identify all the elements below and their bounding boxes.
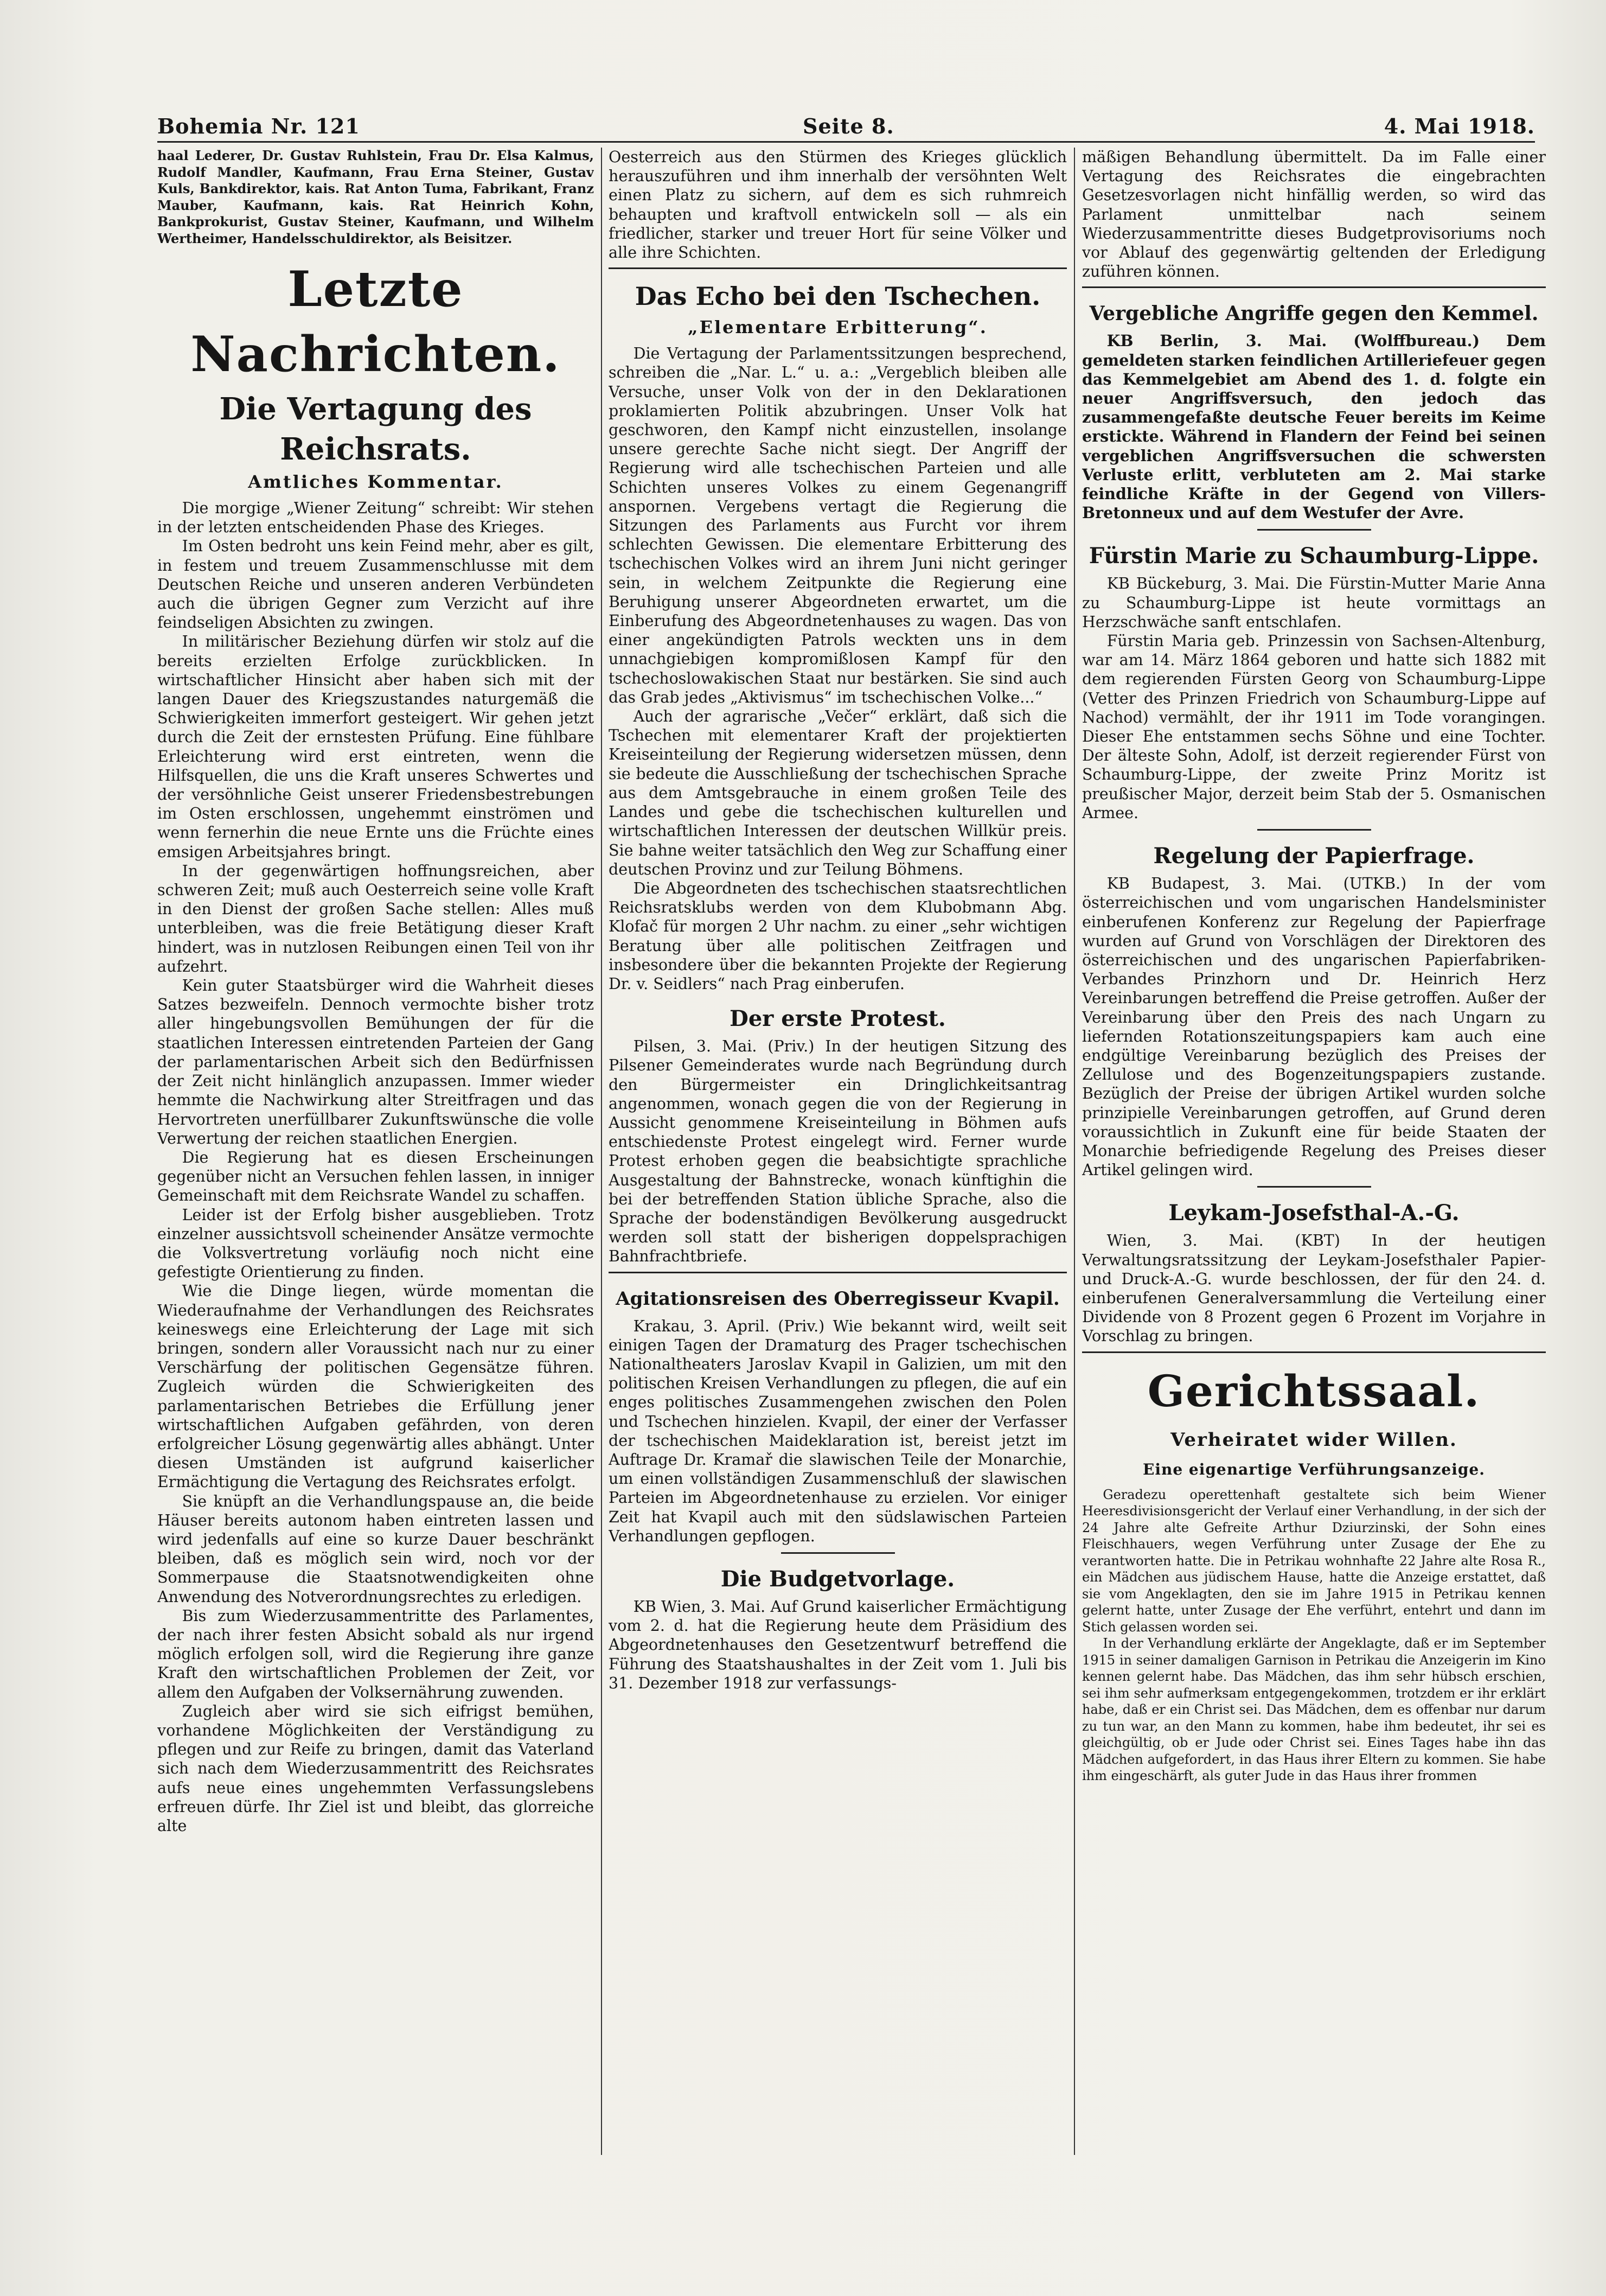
paragraph: Geradezu operettenhaft gestaltete sich beim Wiener Heeresdivisionsgericht der Verlauf einer Verhandlung, in der sich der 24 Jahre alte Gefreite Arthur Dziurzinski, der Sohn eines Fleischhauers, wegen Verführung unter Zusage der Ehe zu verantworten hatte. Die in Petrikau wohnhafte 22 Jahre alte Rosa R., ein Mädchen aus jüdischem Hause, hatte die Anzeige erstattet, daß sie vom Angeklagten, den sie im Jahre 1915 in Petrikau kennen gelernt hatte, unter Zusage der Ehe verführt, entehrt und dann im Stich gelassen worden sei. [1082,1487,1546,1635]
separator [1257,1186,1371,1188]
headline-paper-question: Regelung der Papierfrage. [1153,843,1475,869]
separator [609,1272,1067,1273]
headline-czech-echo: Das Echo bei den Tschechen. [635,282,1041,311]
column-rule [1074,148,1075,2155]
paragraph: Krakau, 3. April. (Priv.) Wie bekannt wird, weilt seit einigen Tagen der Dramaturg des Prager tschechischen Nationaltheaters Jaroslav Kvapil in Galizien, um mit den politischen Kreisen Verhandlungen zu pflegen, die auf ein enges politisches Zusammengehen zwischen den Polen und Tschechen hinzielen. Kvapil, der einer der Verfasser der tschechischen Maideklaration ist, bereist jetzt im Auftrage Dr. Kramař die slawischen Teile der Monarchie, um einen vollständigen Zusammenschluß der slawischen Parteien im Abgeordnetenhause zu erzielen. Vor einiger Zeit hat Kvapil auch mit den südslawischen Parteien Verhandlungen gepflogen. [609,1317,1067,1545]
issue-date: 4. Mai 1918. [1384,114,1535,138]
page-number: Seite 8. [803,114,894,138]
paragraph: Die Vertagung der Parlamentssitzungen besprechend, schreiben die „Nar. L.“ u. a.: „Vergeblich bleiben alle Versuche, unser Volk von der in den Deklarationen proklamierten Politik abzubringen. Unser Volk hat geschworen, den Kampf nicht einzustellen, insolange unsere gerechte Sache nicht siegt. Der Angriff der Regierung wird alle tschechischen Parteien und alle Schichten unseres Volkes zu einem Gegenangriff anspornen. Vergebens vertagt die Regierung die Sitzungen des Parlaments aus Furcht vor ihrem schlechten Gewissen. Die elementare Erbitterung des tschechischen Volkes wird an ihrem Juni nicht geringer sein, in welchem Zeitpunkte die Regierung eine Beruhigung unserer Abgeordneten erwartet, um die Einberufung des Abgeordnetenhauses zu wagen. Das von einer angekündigten Patrols weckten uns in dem unnachgiebigen kompromißlosen Kampf für den tschechoslowakischen Staat nur bestärken. Sie sind auch das Grab jedes „Aktivismus“ im tschechischen Volke...“ [609,345,1067,706]
column-3 [1082,148,1546,2155]
separator [1082,286,1546,288]
paragraph: Die morgige „Wiener Zeitung“ schreibt: Wir stehen in der letzten entscheidenden Phase des Krieges. [157,499,594,537]
paragraph: KB Wien, 3. Mai. Auf Grund kaiserlicher Ermächtigung vom 2. d. hat die Regierung heute dem Präsidium des Abgeordnetenhauses den Gesetzentwurf betreffend die Führung des Staatshaushaltes in der Zeit vom 1. Juli bis 31. Dezember 1918 zur verfassungs- [609,1598,1067,1692]
headline-married-against-will: Verheiratet wider Willen. [1170,1428,1457,1451]
column-rule [601,148,602,2155]
separator [1082,1351,1546,1353]
separator [781,1552,895,1554]
headline-reichsrat: Die Vertagung des Reichsrats. [219,391,532,467]
continuation-text: Oesterreich aus den Stürmen des Krieges glücklich herauszuführen und ihm innerhalb der versöhnten Welt einen Platz zu sichern, auf dem es sich ruhmreich behaupten und kraftvoll entwickeln soll — als ein friedlicher, starker und treuer Hort für seine Völker und alle ihre Schichten. [609,148,1067,262]
paragraph: Zugleich aber wird sie sich eifrigst bemühen, vorhandene Möglichkeiten der Verständigung zu pflegen und zur Reife zu bringen, damit das Vaterland sich nach dem Wiederzusammentritt des Reichsrates aufs neue eines ungehemmten Verfassungslebens erfreuen dürfe. Ihr Ziel ist und bleibt, das glorreiche alte [157,1702,594,1835]
masthead-issue: Bohemia Nr. 121 [157,114,360,138]
paragraph: In der Verhandlung erklärte der Angeklagte, daß er im September 1915 in seiner damaligen Garnison in Petrikau die Anzeigerin im Kino kennen gelernt habe. Das Mädchen, das ihm sehr hübsch erschien, sei ihm sehr aufmerksam entgegengekommen, trotzdem er ihr erklärt habe, daß er ein Christ sei. Das Mädchen, dem es offenbar nur darum zu tun war, an den Mann zu kommen, habe ihm bedeutet, ihr sei es gleichgültig, ob er Jude oder Christ sei. Eines Tages habe ihn das Mädchen aufgefordert, in das Haus ihrer Eltern zu kommen. Sie habe ihm eingeschärft, als guter Jude in das Haus ihrer frommen [1082,1636,1546,1784]
separator [1257,529,1371,531]
paragraph: Auch der agrarische „Večer“ erklärt, daß sich die Tschechen mit elementarer Kraft der projektierten Kreiseinteilung der Regierung widersetzen müssen, denn sie bedeute die Ausschließung der tschechischen Sprache aus dem Amtsgebrauche in einem großen Teile des Landes und gebe die tschechischen kulturellen und wirtschaftlichen Interessen der deutschen Willkür preis. Sie bahne weiter tatsächlich den Weg zur Schaffung einer deutschen Provinz und zur Teilung Böhmens. [609,707,1067,878]
section-title-latest-news: Letzte Nachrichten. [190,260,561,383]
paragraph: Die Regierung hat es diesen Erscheinungen gegenüber nicht an Versuchen fehlen lassen, in inniger Gemeinschaft mit dem Reichsrate Wandel zu schaffen. [157,1148,594,1205]
paragraph: In der gegenwärtigen hoffnungsreichen, aber schweren Zeit; muß auch Oesterreich seine volle Kraft in den Dienst der großen Sache stellen: Alles muß unterbleiben, was die freie Betätigung dieser Kraft hindert, was in nutzlosen Reibungen einen Teil von ihr aufzehrt. [157,862,594,975]
paragraph: Pilsen, 3. Mai. (Priv.) In der heutigen Sitzung des Pilsener Gemeinderates wurde nach Begründung durch den Bürgermeister ein Dringlichkeitsantrag angenommen, wonach gegen die von der Regierung in Aussicht genommene Kreiseinteilung in Böhmen aufs entschiedenste Protest eingelegt wird. Ferner wurde Protest erhoben gegen die beabsichtigte sprachliche Ausgestaltung der Bahnstrecke, wonach künftighin die bei der betreffenden Station übliche Sprache, also die Sprache der bodenständigen Bevölkerung ausgedruckt werden soll statt der bisherigen doppelsprachigen Bahnfrachtbriefe. [609,1037,1067,1266]
separator [609,267,1067,269]
paragraph: Wien, 3. Mai. (KBT) In der heutigen Verwaltungsratssitzung der Leykam-Josefsthaler Papier- und Druck-A.-G. wurde beschlossen, der für den 24. d. einberufenen Generalversammlung die Verteilung einer Dividende von 8 Prozent gegen 6 Prozent im Vorjahre in Vorschlag zu bringen. [1082,1232,1546,1345]
subheadline-official-comment: Amtliches Kommentar. [248,471,503,492]
column-2 [609,148,1067,2155]
paragraph: Die Abgeordneten des tschechischen staatsrechtlichen Reichsratsklubs werden von dem Klubobmann Abg. Klofač für morgen 2 Uhr nachm. zu einer „sehr wichtigen Beratung über alle politischen Zeitfragen und insbesondere über die bekannten Projekte der Regierung Dr. v. Seidlers“ nach Prag einberufen. [609,879,1067,993]
section-title-court: Gerichtssaal. [1147,1365,1481,1417]
paragraph: KB Budapest, 3. Mai. (UTKB.) In der vom österreichischen und vom ungarischen Handelsminister einberufenen Konferenz zur Regelung der Papierfrage wurden auf Grund von Vorschlägen der Direktoren des österreichischen und des ungarischen Papierfabriken-Verbandes Prinzhorn und Dr. Heinrich Herz Vereinbarungen betreffend die Preise getroffen. Außer der Vereinbarung über den Preis des nach Ungarn zu liefernden Rotationszeitungspapiers kam auch eine endgültige Vereinbarung bezüglich des Preises der Zellulose und des Bogenzeitungspapiers zustande. Bezüglich der Preise der übrigen Artikel wurden solche prinzipielle Vereinbarungen getroffen, auf Grund deren voraussichtlich in Zukunft eine für beide Staaten der Monarchie befriedigende Regelung des Preises dieser Artikel gelingen wird. [1082,875,1546,1179]
paragraph: Wie die Dinge liegen, würde momentan die Wiederaufnahme der Verhandlungen des Reichsrates keineswegs eine Erleichterung der Lage mit sich bringen, sondern aller Voraussicht nach nur zu einer Verschärfung der politischen Gegensätze führen. Zugleich würden die Schwierigkeiten des parlamentarischen Betriebes die Erfüllung jener wirtschaftlichen Aufgaben gefährden, von deren erfolgreicher Lösung gegenwärtig alles abhängt. Unter diesen Umständen ist aufgrund kaiserlicher Ermächtigung die Vertagung des Reichsrates erfolgt. [157,1282,594,1491]
paragraph: Bis zum Wiederzusammentritte des Parlamentes, der nach ihrer festen Absicht sobald als nur irgend möglich erfolgen soll, wird die Regierung ihre ganze Kraft den wirtschaftlichen Problemen der Zeit, vor allem den Aufgaben der Volksernährung zuwenden. [157,1606,594,1701]
paragraph: Kein guter Staatsbürger wird die Wahrheit dieses Satzes bezweifeln. Dennoch vermochte bisher trotz aller hingebungsvollen Bemühungen der für die staatlichen Interessen eintretenden Parteien der Gang der parlamentarischen Arbeit sich den Bedürfnissen der Zeit nicht hinlänglich anzupassen. Immer wieder hemmte die Nachwirkung alter Streitfragen und das Hervortreten unerfüllbarer Zukunftswünsche die volle Verwertung der reichen staatlichen Energien. [157,977,594,1147]
headline-leykam: Leykam-Josefsthal-A.-G. [1168,1200,1460,1226]
page-header [157,109,1535,143]
headline-first-protest: Der erste Protest. [730,1006,946,1032]
separator [1257,829,1371,831]
subheadline-elementary-bitterness: „Elementare Erbitterung“. [688,317,988,338]
paragraph: Fürstin Maria geb. Prinzessin von Sachsen-Altenburg, war am 14. März 1864 geboren und hatte sich 1882 mit dem regierenden Fürsten Georg von Schaumburg-Lippe (Vetter des Prinzen Friedrich von Schaumburg-Lippe auf Nachod) vermählt, der ihr 1911 im Tode vorangingen. Dieser Ehe entstammen sechs Söhne und eine Tochter. Der älteste Sohn, Adolf, ist derzeit regierender Fürst von Schaumburg-Lippe, der zweite Prinz Moritz ist preußischer Major, derzeit beim Stab der 5. Osmanischen Armee. [1082,632,1546,822]
paragraph: Im Osten bedroht uns kein Feind mehr, aber es gilt, in festem und treuem Zusammenschlusse mit dem Deutschen Reiche und unseren anderen Verbündeten auch die übrigen Gegner zum Verzicht auf ihre feindseligen Absichten zu zwingen. [157,537,594,632]
paragraph: KB Berlin, 3. Mai. (Wolffbureau.) Dem gemeldeten starken feindlichen Artilleriefeuer gegen das Kemmelgebiet am Abend des 1. d. folgte ein neuer Angriffsversuch, den jedoch das zusammengefaßte deutsche Feuer bereits im Keime erstickte. Während in Flandern der Feind bei seinen vergeblichen Angriffsversuchen die schwersten Verluste erlitt, verbluteten am 2. Mai starke feindliche Kräfte in der Gegend von Villers-Bretonneux und auf dem Westufer der Avre. [1082,331,1546,522]
paragraph: Sie knüpft an die Verhandlungspause an, die beide Häuser bereits autonom haben eintreten lassen und wird jedenfalls auf eine so kurze Dauer beschränkt bleiben, daß es möglich sein wird, noch vor der Sommerpause die Staatsnotwendigkeiten ohne Anwendung des Notverordnungsrechtes zu erledigen. [157,1492,594,1606]
headline-princess-marie: Fürstin Marie zu Schaumburg-Lippe. [1089,543,1539,569]
headline-budget: Die Budgetvorlage. [720,1566,955,1592]
paragraph: KB Bückeburg, 3. Mai. Die Fürstin-Mutter Marie Anna zu Schaumburg-Lippe ist heute vormittags an Herzschwäche sanft entschlafen. [1082,575,1546,631]
paragraph: Leider ist der Erfolg bisher ausgeblieben. Trotz einzelner aussichtsvoll scheinender Ansätze vermochte die Volksvertretung vorläufig noch nicht eine gefestigte Orientierung zu finden. [157,1206,594,1281]
headline-kemmel: Vergebliche Angriffe gegen den Kemmel. [1089,302,1539,326]
continuation-text: mäßigen Behandlung übermittelt. Da im Falle einer Vertagung des Reichsrates die eingebrachten Gesetzesvorlagen nicht hinfällig werden, so wird das Parlament unmittelbar nach seinem Wiederzusammentritte dieses Budgetprovisoriums noch vor Ablauf des gegenwärtig geltenden der Erledigung zuführen können. [1082,148,1546,281]
subheadline-seduction-report: Eine eigenartige Verführungsanzeige. [1143,1460,1485,1478]
column-1 [157,148,594,2155]
jury-list: haal Lederer, Dr. Gustav Ruhlstein, Frau Dr. Elsa Kalmus, Rudolf Mandler, Kaufmann, Frau Erna Steiner, Gustav Kuls, Bankdirektor, kais. Rat Anton Tuma, Fabrikant, Franz Mauber, Kaufmann, kais. Rat Heinrich Kohn, Bankprokurist, Gustav Steiner, Kaufmann, und Wilhelm Wertheimer, Handelsschuldirektor, als Beisitzer. [157,148,594,246]
paragraph: In militärischer Beziehung dürfen wir stolz auf die bereits erzielten Erfolge zurückblicken. In wirtschaftlicher Hinsicht aber haben sich mit der langen Dauer des Kriegszustandes naturgemäß die Schwierigkeiten immerfort gesteigert. Wir gehen jetzt durch die Zeit der ernstesten Prüfung. Eine fühlbare Erleichterung wird erst eintreten, wenn die Hilfsquellen, die uns die Kraft unseres Schwertes und der versöhnliche Geist unserer Friedensbestrebungen im Osten erschlossen, ungehemmt einströmen und wenn fernerhin die neue Ernte uns die Früchte eines emsigen Arbeitsjahres bringt. [157,633,594,861]
headline-kvapil: Agitationsreisen des Oberregisseur Kvapil. [616,1287,1060,1310]
